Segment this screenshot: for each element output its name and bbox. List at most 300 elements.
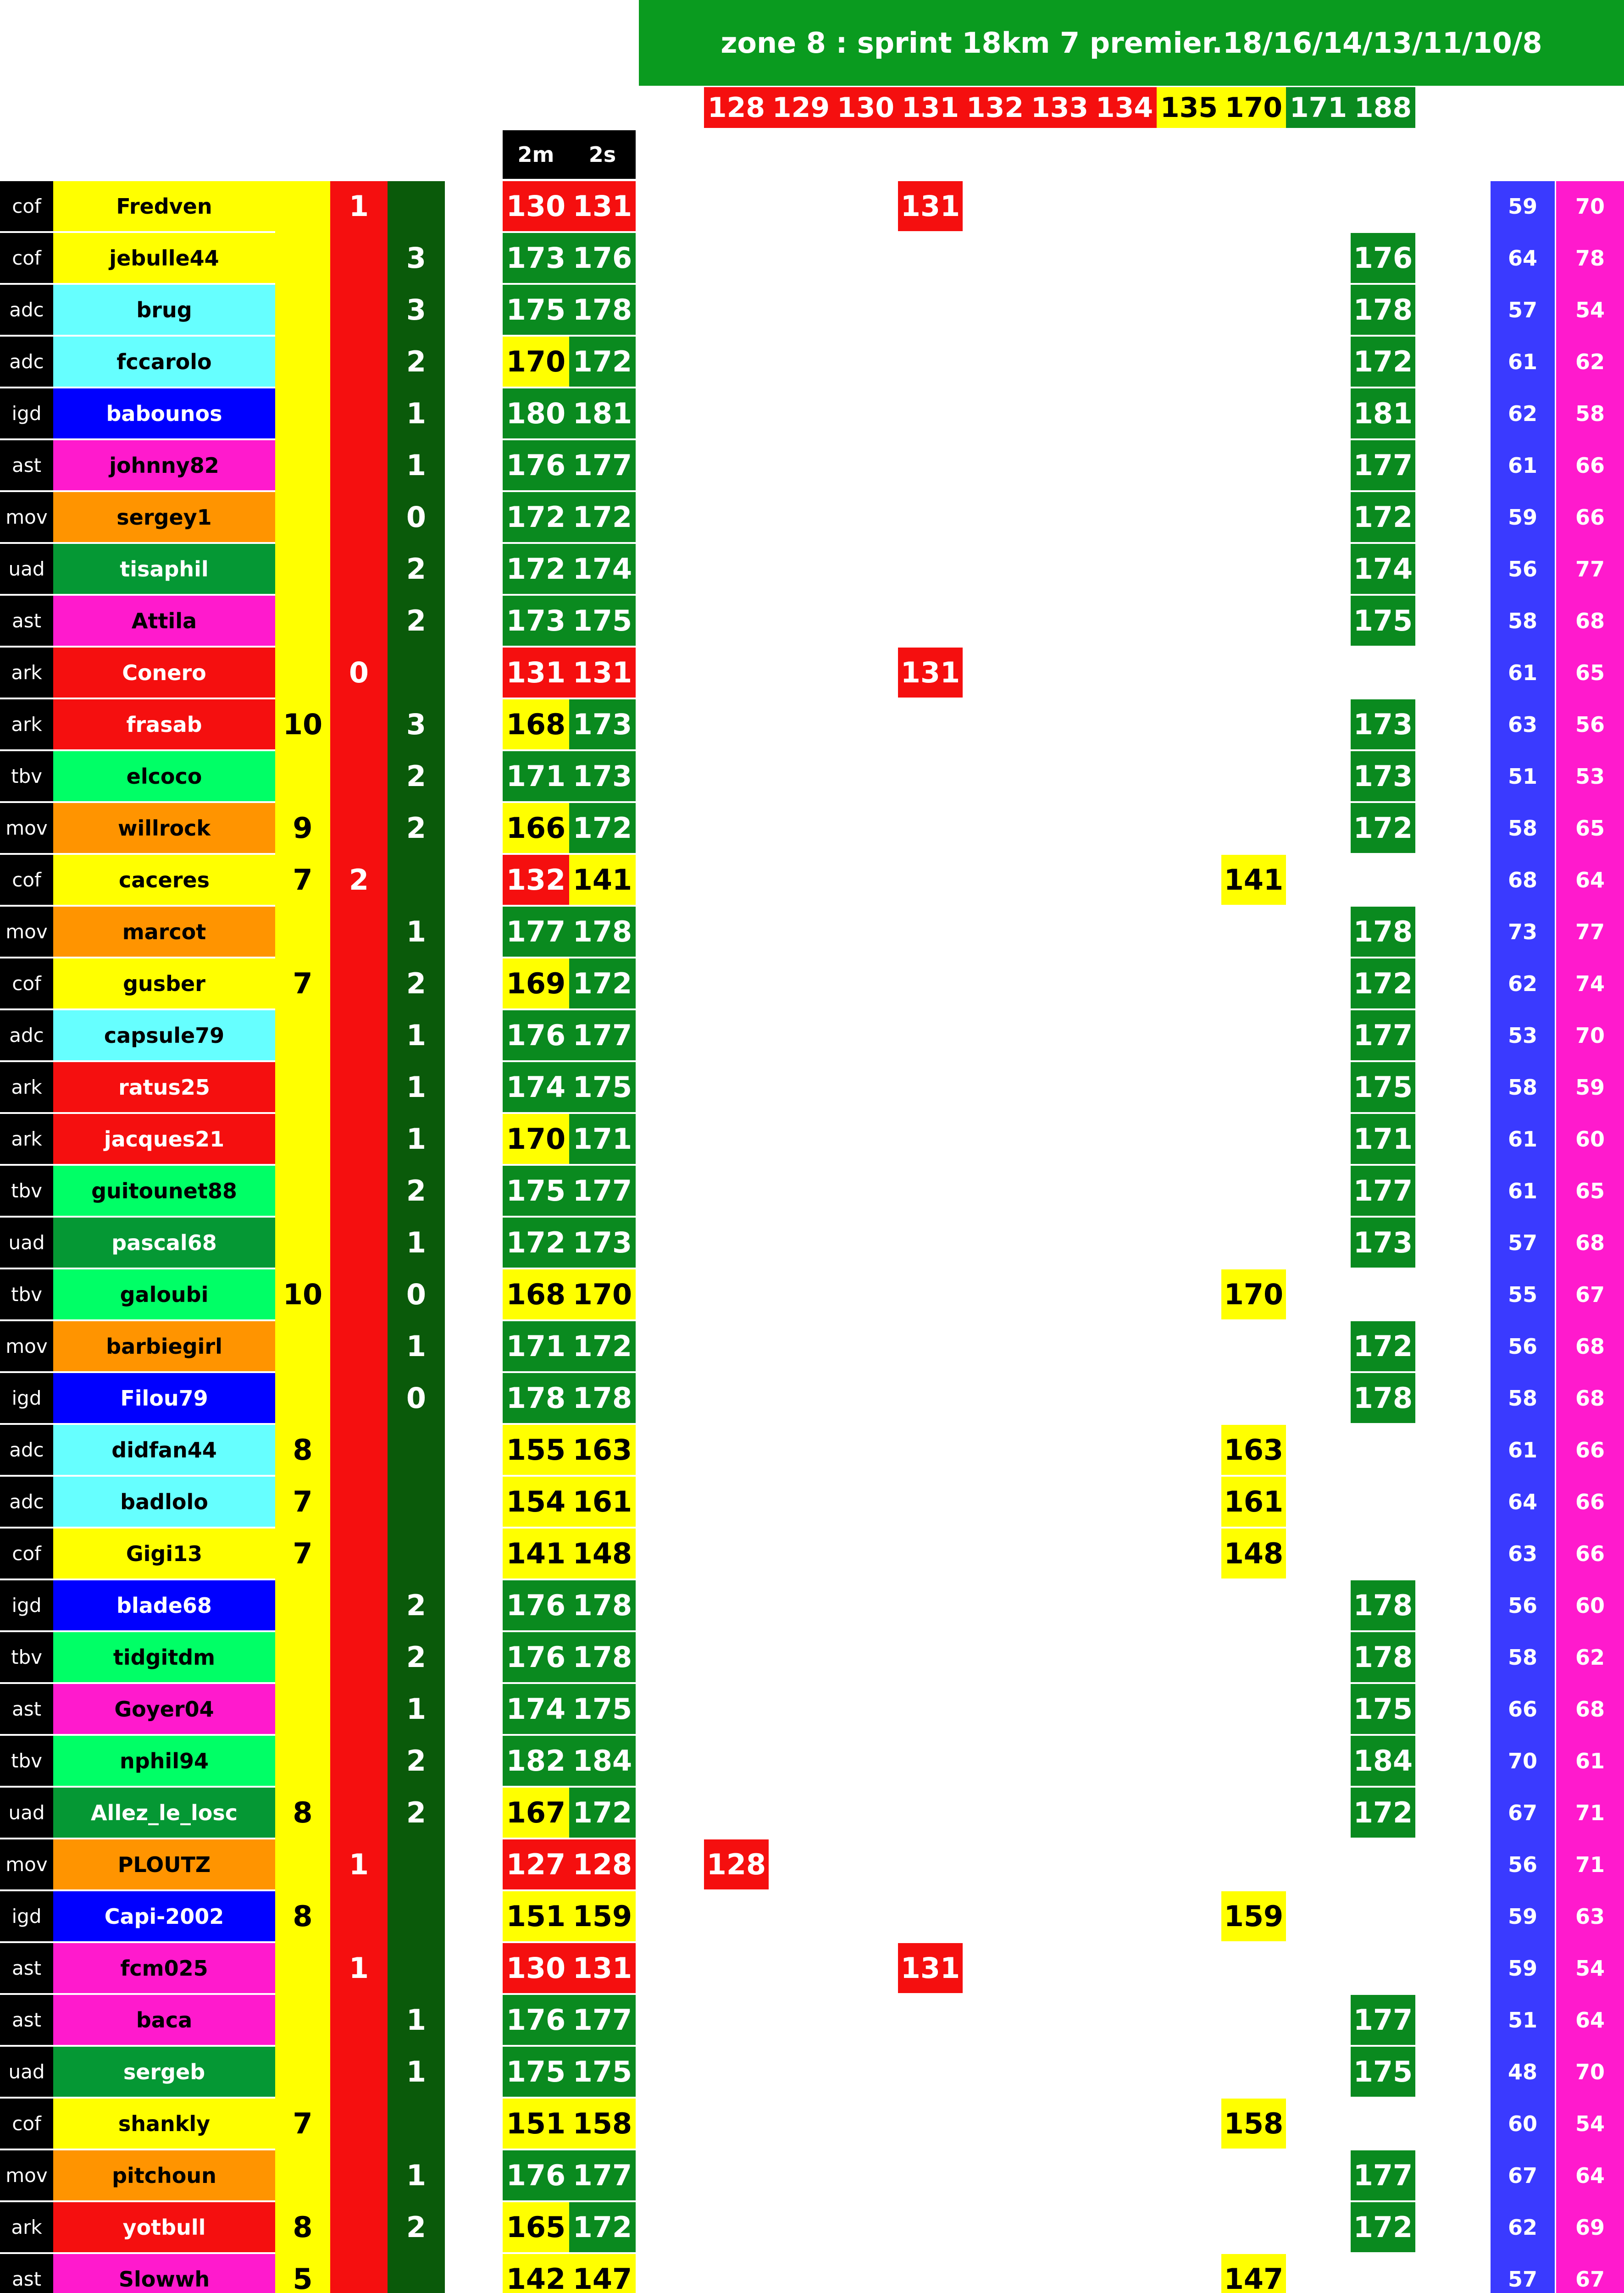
team-code: ast — [0, 2254, 53, 2293]
magenta-value: 71 — [1575, 1800, 1605, 1825]
magenta-value: 68 — [1575, 1230, 1605, 1255]
red-count: 1 — [349, 1848, 369, 1881]
magenta-value: 63 — [1575, 1904, 1605, 1929]
position-marker: 147 — [1221, 2254, 1286, 2293]
position-marker: 184 — [1351, 1736, 1415, 1786]
green-count: 2 — [406, 2210, 427, 2244]
value-2s: 175 — [569, 1684, 636, 1734]
value-2m: 130 — [503, 181, 569, 231]
blue-value: 61 — [1508, 1437, 1537, 1462]
value-2s: 163 — [569, 1425, 636, 1475]
magenta-value: 53 — [1575, 764, 1605, 789]
column-header-2s: 2s — [569, 130, 636, 179]
position-marker: 178 — [1351, 907, 1415, 957]
value-2m: 174 — [503, 1062, 569, 1112]
team-code: mov — [0, 1839, 53, 1889]
value-2m: 171 — [503, 1321, 569, 1371]
value-2m: 172 — [503, 544, 569, 594]
value-2m: 172 — [503, 1218, 569, 1268]
value-2m: 141 — [503, 1529, 569, 1579]
km-marker: 170 — [1221, 87, 1286, 128]
team-code: cof — [0, 233, 53, 283]
position-marker: 172 — [1351, 337, 1415, 387]
team-code: mov — [0, 803, 53, 853]
value-2m: 127 — [503, 1839, 569, 1889]
team-code: tbv — [0, 1166, 53, 1216]
value-2s: 172 — [569, 1321, 636, 1371]
blue-value: 67 — [1508, 1800, 1537, 1825]
green-count: 1 — [406, 915, 427, 948]
blue-value: 64 — [1508, 1489, 1537, 1514]
position-marker: 161 — [1221, 1477, 1286, 1527]
team-code: mov — [0, 492, 53, 542]
green-count: 1 — [406, 1019, 427, 1052]
value-2s: 172 — [569, 803, 636, 853]
blue-value: 57 — [1508, 2266, 1537, 2292]
position-marker: 172 — [1351, 1788, 1415, 1838]
value-2m: 170 — [503, 337, 569, 387]
value-2m: 180 — [503, 388, 569, 438]
value-2s: 178 — [569, 907, 636, 957]
blue-value: 60 — [1508, 2111, 1537, 2136]
green-count: 3 — [406, 708, 427, 741]
blue-value: 57 — [1508, 297, 1537, 322]
blue-value: 56 — [1508, 1852, 1537, 1877]
value-2s: 177 — [569, 1995, 636, 2045]
blue-value: 51 — [1508, 2007, 1537, 2033]
position-marker: 163 — [1221, 1425, 1286, 1475]
green-count: 3 — [406, 293, 427, 327]
position-marker: 181 — [1351, 388, 1415, 438]
team-code: uad — [0, 1218, 53, 1268]
team-code: igd — [0, 388, 53, 438]
value-2s: 178 — [569, 1373, 636, 1423]
bonus-value: 7 — [293, 2107, 313, 2140]
magenta-value: 60 — [1575, 1126, 1605, 1152]
rider-name: Fredven — [53, 181, 275, 231]
position-marker: 131 — [898, 648, 963, 698]
km-marker: 131 — [898, 87, 963, 128]
value-2s: 161 — [569, 1477, 636, 1527]
value-2m: 173 — [503, 233, 569, 283]
magenta-value: 65 — [1575, 815, 1605, 841]
team-code: adc — [0, 1010, 53, 1060]
team-code: tbv — [0, 1269, 53, 1319]
blue-value: 70 — [1508, 1748, 1537, 1773]
km-marker: 130 — [833, 87, 898, 128]
position-marker: 171 — [1351, 1114, 1415, 1164]
rider-name: nphil94 — [53, 1736, 275, 1786]
magenta-value: 59 — [1575, 1074, 1605, 1100]
km-marker: 188 — [1351, 87, 1415, 128]
magenta-value: 64 — [1575, 2163, 1605, 2188]
rider-name: marcot — [53, 907, 275, 957]
value-2s: 172 — [569, 492, 636, 542]
blue-value: 73 — [1508, 919, 1537, 944]
value-2s: 173 — [569, 699, 636, 749]
bonus-column-strip — [275, 181, 330, 2293]
magenta-value: 61 — [1575, 1748, 1605, 1773]
value-2s: 159 — [569, 1891, 636, 1941]
rider-name: Slowwh — [53, 2254, 275, 2293]
rider-name: PLOUTZ — [53, 1839, 275, 1889]
value-2s: 173 — [569, 1218, 636, 1268]
rider-name: gusber — [53, 958, 275, 1008]
bonus-value: 8 — [293, 1796, 313, 1829]
rider-name: Allez_le_losc — [53, 1788, 275, 1838]
blue-value: 59 — [1508, 1904, 1537, 1929]
green-count: 2 — [406, 552, 427, 586]
green-count: 2 — [406, 345, 427, 378]
position-marker: 178 — [1351, 1632, 1415, 1682]
value-2m: 170 — [503, 1114, 569, 1164]
value-2m: 176 — [503, 440, 569, 490]
blue-value: 61 — [1508, 1178, 1537, 1203]
team-code: ark — [0, 699, 53, 749]
rider-name: sergeb — [53, 2047, 275, 2097]
blue-value: 56 — [1508, 1334, 1537, 1359]
value-2s: 181 — [569, 388, 636, 438]
magenta-value: 78 — [1575, 245, 1605, 271]
position-marker: 173 — [1351, 751, 1415, 801]
team-code: uad — [0, 1788, 53, 1838]
green-count: 0 — [406, 500, 427, 534]
team-code: adc — [0, 1477, 53, 1527]
magenta-value: 65 — [1575, 1178, 1605, 1203]
blue-value: 61 — [1508, 1126, 1537, 1152]
value-2s: 173 — [569, 751, 636, 801]
green-count: 1 — [406, 1226, 427, 1259]
bonus-value: 8 — [293, 1900, 313, 1933]
bonus-value: 7 — [293, 1537, 313, 1570]
green-count: 1 — [406, 2003, 427, 2037]
column-header-2m: 2m — [503, 130, 569, 179]
magenta-value: 54 — [1575, 1955, 1605, 1981]
blue-value: 64 — [1508, 245, 1537, 271]
blue-value: 62 — [1508, 2215, 1537, 2240]
team-code: cof — [0, 2099, 53, 2149]
team-code: tbv — [0, 751, 53, 801]
km-marker: 171 — [1286, 87, 1351, 128]
value-2s: 171 — [569, 1114, 636, 1164]
team-code: adc — [0, 1425, 53, 1475]
green-count: 2 — [406, 811, 427, 845]
blue-value: 59 — [1508, 1955, 1537, 1981]
value-2m: 154 — [503, 1477, 569, 1527]
value-2s: 172 — [569, 337, 636, 387]
bonus-value: 8 — [293, 1433, 313, 1467]
position-marker: 175 — [1351, 596, 1415, 646]
km-marker: 134 — [1092, 87, 1157, 128]
team-code: ark — [0, 1062, 53, 1112]
position-marker: 178 — [1351, 285, 1415, 335]
bonus-value: 7 — [293, 863, 313, 897]
team-code: ast — [0, 1943, 53, 1993]
blue-value: 48 — [1508, 2059, 1537, 2084]
value-2s: 131 — [569, 648, 636, 698]
position-marker: 178 — [1351, 1373, 1415, 1423]
team-code: cof — [0, 855, 53, 905]
value-2m: 142 — [503, 2254, 569, 2293]
red-count: 2 — [349, 863, 369, 897]
magenta-value: 62 — [1575, 1645, 1605, 1670]
magenta-value: 68 — [1575, 1696, 1605, 1722]
value-2m: 182 — [503, 1736, 569, 1786]
km-marker: 133 — [1027, 87, 1092, 128]
team-code: cof — [0, 958, 53, 1008]
value-2m: 174 — [503, 1684, 569, 1734]
position-marker: 141 — [1221, 855, 1286, 905]
blue-value: 58 — [1508, 1074, 1537, 1100]
value-2s: 177 — [569, 1010, 636, 1060]
value-2s: 178 — [569, 285, 636, 335]
magenta-value: 70 — [1575, 1023, 1605, 1048]
team-code: ark — [0, 648, 53, 698]
value-2m: 176 — [503, 1995, 569, 2045]
blue-value: 61 — [1508, 660, 1537, 685]
value-2m: 176 — [503, 2150, 569, 2200]
rider-name: tisaphil — [53, 544, 275, 594]
blue-value: 59 — [1508, 194, 1537, 219]
bonus-value: 10 — [283, 708, 323, 741]
green-count: 1 — [406, 397, 427, 430]
bonus-value: 7 — [293, 967, 313, 1000]
magenta-value: 74 — [1575, 971, 1605, 996]
rider-name: Filou79 — [53, 1373, 275, 1423]
magenta-value: 66 — [1575, 1489, 1605, 1514]
blue-value: 58 — [1508, 1645, 1537, 1670]
rider-name: badlolo — [53, 1477, 275, 1527]
team-code: cof — [0, 181, 53, 231]
value-2s: 128 — [569, 1839, 636, 1889]
red-count: 1 — [349, 1951, 369, 1985]
rider-name: Goyer04 — [53, 1684, 275, 1734]
rider-name: ratus25 — [53, 1062, 275, 1112]
blue-value: 58 — [1508, 815, 1537, 841]
position-marker: 176 — [1351, 233, 1415, 283]
green-count: 1 — [406, 1329, 427, 1363]
value-2m: 176 — [503, 1010, 569, 1060]
green-count: 2 — [406, 604, 427, 637]
team-code: uad — [0, 544, 53, 594]
green-count: 1 — [406, 2055, 427, 2088]
green-count: 1 — [406, 1070, 427, 1104]
magenta-value: 68 — [1575, 1334, 1605, 1359]
position-marker: 131 — [898, 181, 963, 231]
position-marker: 172 — [1351, 958, 1415, 1008]
rider-name: babounos — [53, 388, 275, 438]
value-2m: 132 — [503, 855, 569, 905]
value-2s: 172 — [569, 958, 636, 1008]
rider-name: Gigi13 — [53, 1529, 275, 1579]
magenta-value: 64 — [1575, 2007, 1605, 2033]
value-2s: 172 — [569, 2202, 636, 2252]
blue-value: 63 — [1508, 1541, 1537, 1566]
position-marker: 172 — [1351, 492, 1415, 542]
blue-value: 62 — [1508, 971, 1537, 996]
position-marker: 177 — [1351, 1995, 1415, 2045]
value-2s: 177 — [569, 440, 636, 490]
rider-name: blade68 — [53, 1580, 275, 1630]
magenta-value: 70 — [1575, 2059, 1605, 2084]
position-marker: 175 — [1351, 1684, 1415, 1734]
green-count: 2 — [406, 1589, 427, 1622]
blue-value: 56 — [1508, 1593, 1537, 1618]
red-count: 1 — [349, 189, 369, 223]
rider-name: pitchoun — [53, 2150, 275, 2200]
team-code: adc — [0, 285, 53, 335]
rider-name: guitounet88 — [53, 1166, 275, 1216]
magenta-value: 68 — [1575, 608, 1605, 633]
green-count: 1 — [406, 1122, 427, 1156]
team-code: tbv — [0, 1632, 53, 1682]
magenta-value: 66 — [1575, 504, 1605, 530]
team-code: mov — [0, 907, 53, 957]
position-marker: 175 — [1351, 1062, 1415, 1112]
position-marker: 159 — [1221, 1891, 1286, 1941]
rider-name: elcoco — [53, 751, 275, 801]
green-count: 2 — [406, 759, 427, 793]
blue-value: 56 — [1508, 556, 1537, 582]
green-count: 2 — [406, 1796, 427, 1829]
rider-name: jebulle44 — [53, 233, 275, 283]
value-2m: 165 — [503, 2202, 569, 2252]
blue-value: 68 — [1508, 867, 1537, 892]
value-2m: 167 — [503, 1788, 569, 1838]
magenta-value: 67 — [1575, 2266, 1605, 2292]
value-2m: 166 — [503, 803, 569, 853]
magenta-value: 64 — [1575, 867, 1605, 892]
position-marker: 177 — [1351, 2150, 1415, 2200]
value-2m: 169 — [503, 958, 569, 1008]
value-2m: 173 — [503, 596, 569, 646]
value-2s: 178 — [569, 1580, 636, 1630]
value-2m: 175 — [503, 285, 569, 335]
km-marker: 128 — [704, 87, 769, 128]
position-marker: 177 — [1351, 1010, 1415, 1060]
team-code: igd — [0, 1580, 53, 1630]
green-count: 2 — [406, 1744, 427, 1778]
magenta-value: 56 — [1575, 712, 1605, 737]
team-code: igd — [0, 1373, 53, 1423]
value-2s: 178 — [569, 1632, 636, 1682]
km-marker: 135 — [1157, 87, 1221, 128]
magenta-value: 62 — [1575, 349, 1605, 374]
magenta-value: 54 — [1575, 297, 1605, 322]
team-code: mov — [0, 2150, 53, 2200]
value-2m: 176 — [503, 1632, 569, 1682]
team-code: ast — [0, 1995, 53, 2045]
red-count: 0 — [349, 656, 369, 689]
green-count: 1 — [406, 2159, 427, 2192]
magenta-value: 54 — [1575, 2111, 1605, 2136]
green-count: 2 — [406, 967, 427, 1000]
position-marker: 173 — [1351, 1218, 1415, 1268]
magenta-value: 77 — [1575, 919, 1605, 944]
blue-value: 58 — [1508, 1385, 1537, 1411]
magenta-value: 70 — [1575, 194, 1605, 219]
value-2m: 130 — [503, 1943, 569, 1993]
value-2m: 151 — [503, 2099, 569, 2149]
blue-value: 63 — [1508, 712, 1537, 737]
position-marker: 128 — [704, 1839, 769, 1889]
bonus-value: 8 — [293, 2210, 313, 2244]
value-2m: 172 — [503, 492, 569, 542]
blue-value: 58 — [1508, 608, 1537, 633]
rider-name: brug — [53, 285, 275, 335]
position-marker: 177 — [1351, 440, 1415, 490]
value-2s: 148 — [569, 1529, 636, 1579]
blue-value: 51 — [1508, 764, 1537, 789]
value-2m: 151 — [503, 1891, 569, 1941]
position-marker: 170 — [1221, 1269, 1286, 1319]
team-code: igd — [0, 1891, 53, 1941]
position-marker: 172 — [1351, 803, 1415, 853]
team-code: ark — [0, 1114, 53, 1164]
value-2m: 175 — [503, 2047, 569, 2097]
value-2m: 176 — [503, 1580, 569, 1630]
rider-name: tidgitdm — [53, 1632, 275, 1682]
position-marker: 148 — [1221, 1529, 1286, 1579]
value-2s: 175 — [569, 596, 636, 646]
team-code: tbv — [0, 1736, 53, 1786]
value-2s: 131 — [569, 181, 636, 231]
rider-name: didfan44 — [53, 1425, 275, 1475]
magenta-value: 60 — [1575, 1593, 1605, 1618]
value-2s: 158 — [569, 2099, 636, 2149]
green-count: 1 — [406, 1692, 427, 1726]
team-code: mov — [0, 1321, 53, 1371]
rider-name: Attila — [53, 596, 275, 646]
rider-name: johnny82 — [53, 440, 275, 490]
rider-name: fcm025 — [53, 1943, 275, 1993]
magenta-value: 65 — [1575, 660, 1605, 685]
team-code: ast — [0, 596, 53, 646]
position-marker: 173 — [1351, 699, 1415, 749]
value-2m: 168 — [503, 1269, 569, 1319]
stage-title-banner: zone 8 : sprint 18km 7 premier.18/16/14/13/11/10/8 — [639, 0, 1624, 86]
blue-value: 61 — [1508, 349, 1537, 374]
blue-value: 66 — [1508, 1696, 1537, 1722]
position-marker: 177 — [1351, 1166, 1415, 1216]
bonus-value: 10 — [283, 1278, 323, 1311]
rider-name: Conero — [53, 648, 275, 698]
value-2s: 131 — [569, 1943, 636, 1993]
position-marker: 172 — [1351, 1321, 1415, 1371]
value-2s: 170 — [569, 1269, 636, 1319]
position-marker: 178 — [1351, 1580, 1415, 1630]
value-2m: 168 — [503, 699, 569, 749]
bonus-value: 5 — [293, 2262, 313, 2293]
green-count: 2 — [406, 1640, 427, 1674]
value-2m: 131 — [503, 648, 569, 698]
team-code: adc — [0, 337, 53, 387]
magenta-value: 66 — [1575, 453, 1605, 478]
rider-name: galoubi — [53, 1269, 275, 1319]
value-2s: 174 — [569, 544, 636, 594]
rider-name: caceres — [53, 855, 275, 905]
blue-value: 61 — [1508, 453, 1537, 478]
magenta-value: 66 — [1575, 1437, 1605, 1462]
magenta-value: 77 — [1575, 556, 1605, 582]
team-code: uad — [0, 2047, 53, 2097]
position-marker: 131 — [898, 1943, 963, 1993]
green-count: 1 — [406, 449, 427, 482]
team-code: ark — [0, 2202, 53, 2252]
bonus-value: 7 — [293, 1485, 313, 1518]
value-2s: 175 — [569, 2047, 636, 2097]
green-count: 0 — [406, 1278, 427, 1311]
